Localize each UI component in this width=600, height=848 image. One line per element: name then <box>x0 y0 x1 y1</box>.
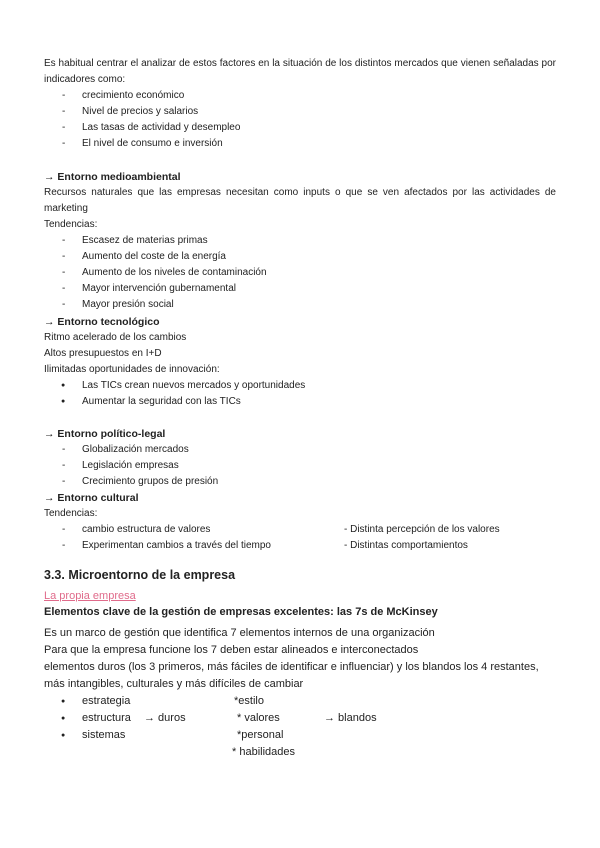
text-line: Altos presupuestos en I+D <box>44 348 162 359</box>
list-item: - Las tasas de actividad y desempleo <box>44 120 556 136</box>
mckinsey-subheading: Elementos clave de la gestión de empresas excelentes: las 7s de McKinsey <box>44 606 438 618</box>
list-item: - Experimentan cambios a través del tiempo <box>44 538 344 554</box>
list-item: - Aumento del coste de la energía <box>44 249 556 265</box>
intro-list <box>44 88 556 152</box>
list-item: - Legislación empresas <box>44 458 556 474</box>
tendencias-label: Tendencias: <box>44 508 98 519</box>
list-item: - Nivel de precios y salarios <box>44 104 556 120</box>
microentorno-heading: 3.3. Microentorno de la empresa <box>44 568 236 582</box>
hard-element: sistemas <box>82 729 126 741</box>
list-item: - Escasez de materias primas <box>44 233 556 249</box>
soft-element: *estilo <box>234 695 264 707</box>
intro-paragraph: Es habitual centrar el analizar de estos factores en la situación de los distintos mercados que vienen señaladas por indicadores como: <box>44 58 556 85</box>
section-title-politico: → Entorno político-legal <box>44 428 166 440</box>
list-item: - crecimiento económico <box>44 88 556 104</box>
list-item: - Distintas comportamientos <box>344 540 468 551</box>
cultural-columns <box>44 522 556 554</box>
cultural-right-list <box>344 522 500 554</box>
list-item: - El nivel de consumo e inversión <box>44 136 556 152</box>
seven-s-row <box>44 710 556 727</box>
text-line: Es un marco de gestión que identifica 7 elementos internos de una organización <box>44 627 435 639</box>
text-line: Ilimitadas oportunidades de innovación: <box>44 364 220 375</box>
politico-list <box>44 442 556 490</box>
propia-empresa-link[interactable]: La propia empresa <box>44 590 136 602</box>
document-page <box>44 56 556 761</box>
hard-element: estrategia <box>82 695 131 707</box>
soft-element: * habilidades <box>232 746 295 758</box>
soft-arrow-label: → blandos <box>324 712 377 724</box>
list-item: - Aumento de los niveles de contaminación <box>44 265 556 281</box>
seven-s-row <box>44 727 556 744</box>
section-title-cultural: → Entorno cultural <box>44 492 139 504</box>
list-item: - Distinta percepción de los valores <box>344 524 500 535</box>
list-item: - cambio estructura de valores <box>44 522 344 538</box>
tecnologico-list <box>44 378 556 410</box>
list-item: - Mayor presión social <box>44 297 556 313</box>
list-item: - Crecimiento grupos de presión <box>44 474 556 490</box>
cultural-left-list <box>44 522 344 554</box>
hard-element: estructura <box>82 712 131 724</box>
medioambiental-list <box>44 233 556 313</box>
list-item: - Globalización mercados <box>44 442 556 458</box>
bullet: ● <box>61 698 66 705</box>
medioambiental-paragraph: Recursos naturales que las empresas necesitan como inputs o que se ven afectados por las actividades de marketing <box>44 187 556 214</box>
text-line: Ritmo acelerado de los cambios <box>44 332 187 343</box>
bullet: ● <box>61 732 66 739</box>
section-title-medioambiental: → Entorno medioambiental <box>44 171 181 183</box>
seven-s-grid <box>44 693 556 761</box>
soft-element: *personal <box>237 729 284 741</box>
soft-element: * valores <box>237 712 280 724</box>
list-item: ● Aumentar la seguridad con las TICs <box>44 394 556 410</box>
section-title-tecnologico: → Entorno tecnológico <box>44 316 160 328</box>
seven-s-row <box>44 744 556 761</box>
text-line: elementos duros (los 3 primeros, más fáciles de identificar e influenciar) y los blandos los 4 restantes, más intangibles, culturales y más difíciles de cambiar <box>44 661 539 690</box>
bullet: ● <box>61 715 66 722</box>
hard-arrow-label: → duros <box>144 712 186 724</box>
tendencias-label: Tendencias: <box>44 219 98 230</box>
text-line: Para que la empresa funcione los 7 deben estar alineados e interconectados <box>44 644 419 656</box>
list-item: - Mayor intervención gubernamental <box>44 281 556 297</box>
list-item: ● Las TICs crean nuevos mercados y oportunidades <box>44 378 556 394</box>
seven-s-row <box>44 693 556 710</box>
